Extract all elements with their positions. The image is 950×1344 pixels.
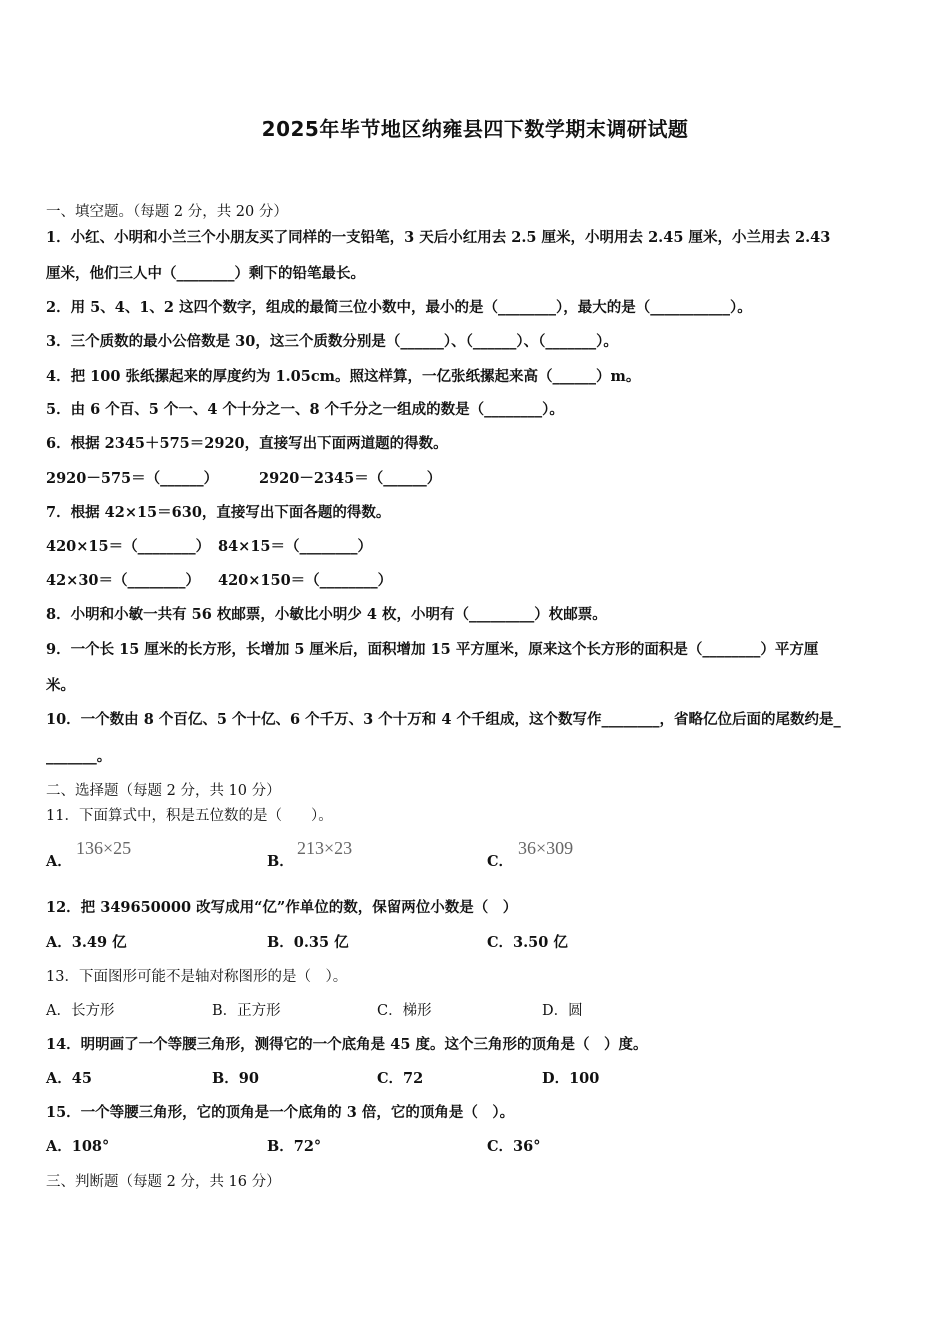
question-12-option-a: A．3.49 亿 (46, 934, 127, 951)
question-8: 8．小明和小敏一共有 56 枚邮票，小敏比小明少 4 枚，小明有（_________）枚邮票。 (46, 606, 607, 623)
question-14: 14．明明画了一个等腰三角形，测得它的一个底角是 45 度。这个三角形的顶角是（ ）度。 (46, 1036, 648, 1053)
question-15-option-b: B．72° (267, 1138, 322, 1155)
question-11-option-c-label: C． (487, 853, 514, 870)
question-1-line1: 1．小红、小明和小兰三个小朋友买了同样的一支铅笔，3 天后小红用去 2.5 厘米，小明用去 2.45 厘米，小兰用去 2.43 (46, 229, 831, 246)
question-7-part-c: 42×30＝（________） (46, 572, 201, 589)
question-4: 4．把 100 张纸摞起来的厚度约为 1.05cm。照这样算，一亿张纸摞起来高（______）m。 (46, 368, 641, 385)
question-9-line2: 米。 (46, 677, 75, 694)
question-10-line1: 10．一个数由 8 个百亿、5 个十亿、6 个千万、3 个十万和 4 个千组成，这个数写作________，省略亿位后面的尾数约是_ (46, 711, 841, 728)
question-11: 11．下面算式中，积是五位数的是（ ）。 (46, 808, 333, 824)
question-11-option-a-expression: 136×25 (76, 838, 132, 858)
question-15-option-a: A．108° (46, 1138, 110, 1155)
question-7-part-d: 420×150＝（________） (218, 572, 393, 589)
question-12-option-c: C．3.50 亿 (487, 934, 568, 951)
question-13-option-d: D．圆 (542, 1003, 583, 1019)
question-14-option-d: D．100 (542, 1070, 600, 1087)
section3-heading: 三、判断题（每题 2 分，共 16 分） (46, 1174, 281, 1190)
question-13-option-c: C．梯形 (377, 1003, 432, 1019)
question-6: 6．根据 2345＋575＝2920，直接写出下面两道题的得数。 (46, 435, 448, 452)
question-7: 7．根据 42×15＝630，直接写出下面各题的得数。 (46, 504, 391, 521)
question-6-part-a: 2920－575＝（______） (46, 470, 219, 487)
question-13-option-b: B．正方形 (212, 1003, 281, 1019)
question-10-line2: _______。 (46, 748, 112, 765)
question-9-line1: 9．一个长 15 厘米的长方形，长增加 5 厘米后，面积增加 15 平方厘米，原来这个长方形的面积是（________）平方厘 (46, 641, 819, 658)
section2-heading: 二、选择题（每题 2 分，共 10 分） (46, 783, 281, 799)
question-6-part-b: 2920－2345＝（______） (259, 470, 442, 487)
question-15-option-c: C．36° (487, 1138, 541, 1155)
question-12-option-b: B．0.35 亿 (267, 934, 349, 951)
page-title: 2025年毕节地区纳雍县四下数学期末调研试题 (261, 117, 689, 141)
question-13: 13．下面图形可能不是轴对称图形的是（ ）。 (46, 969, 348, 985)
question-11-option-c-expression: 36×309 (518, 838, 574, 858)
question-13-option-a: A．长方形 (46, 1003, 115, 1019)
question-1-line2: 厘米，他们三人中（________）剩下的铅笔最长。 (46, 265, 365, 282)
section1-heading: 一、填空题。（每题 2 分，共 20 分） (46, 204, 288, 220)
question-14-option-b: B．90 (212, 1070, 259, 1087)
question-12: 12．把 349650000 改写成用“亿”作单位的数，保留两位小数是（ ） (46, 899, 518, 916)
question-11-option-b-expression: 213×23 (297, 838, 353, 858)
question-15: 15．一个等腰三角形，它的顶角是一个底角的 3 倍，它的顶角是（ ）。 (46, 1104, 515, 1121)
question-14-option-a: A．45 (46, 1070, 92, 1087)
question-7-part-b: 84×15＝（________） (218, 538, 373, 555)
question-7-part-a: 420×15＝（________） (46, 538, 211, 555)
question-14-option-c: C．72 (377, 1070, 424, 1087)
question-5: 5．由 6 个百、5 个一、4 个十分之一、8 个千分之一组成的数是（________）。 (46, 401, 564, 418)
question-3: 3．三个质数的最小公倍数是 30，这三个质数分别是（______）、（______）、（_______）。 (46, 333, 618, 350)
question-2: 2．用 5、4、1、2 这四个数字，组成的最简三位小数中，最小的是（________），最大的是（___________）。 (46, 299, 752, 316)
question-11-option-a-label: A． (46, 853, 72, 870)
question-11-option-b-label: B． (267, 853, 294, 870)
